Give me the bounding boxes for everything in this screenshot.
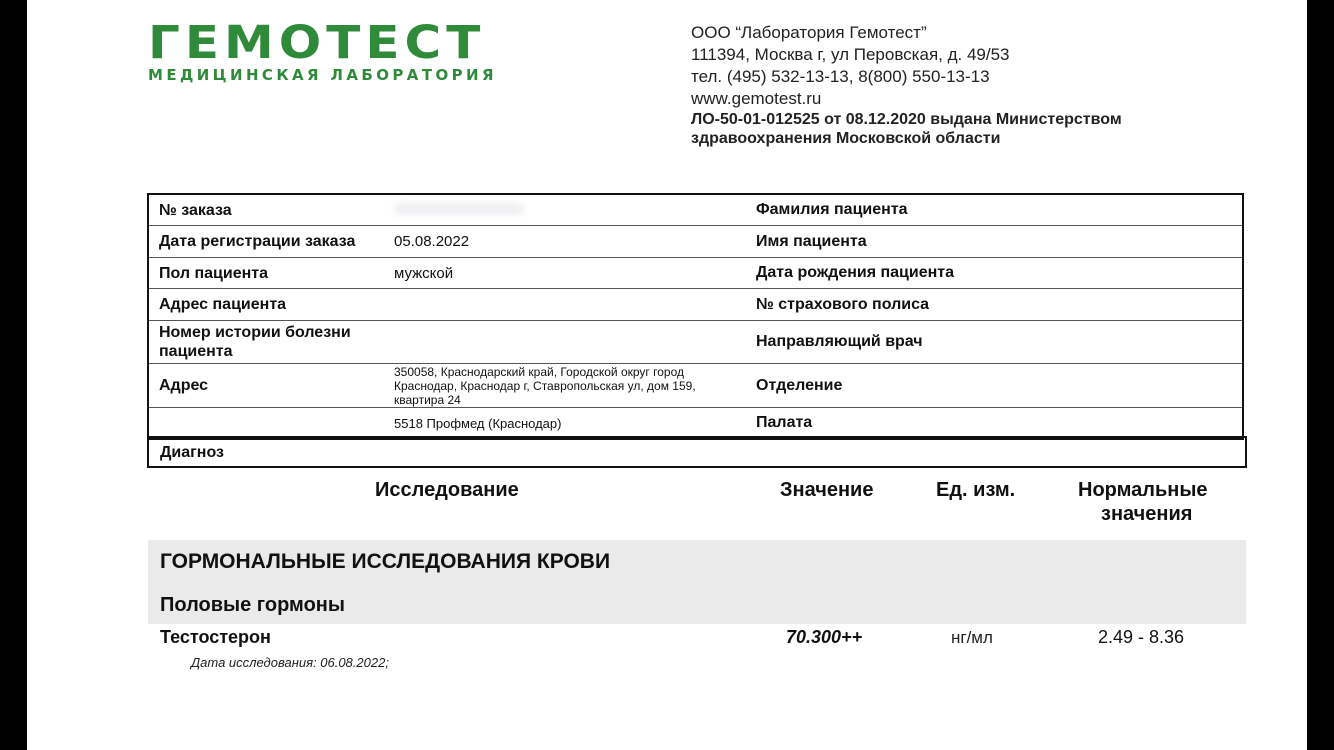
reg-date-value: 05.08.2022	[394, 233, 470, 250]
test-range: 2.49 - 8.36	[1098, 627, 1185, 647]
company-site[interactable]: www.gemotest.ru	[691, 89, 822, 108]
clinic-value: 5518 Профмед (Краснодар)	[394, 415, 562, 431]
diagnosis-row: Диагноз	[147, 436, 1247, 468]
section-title: ГОРМОНАЛЬНЫЕ ИССЛЕДОВАНИЯ КРОВИ	[160, 550, 611, 573]
address-value: 350058, Краснодарский край, Городской округ город Краснодар, Краснодар г, Ставропольская ул, дом 159, квартира 24	[394, 364, 696, 407]
col-study-header: Исследование	[375, 479, 519, 501]
order-no-value	[392, 202, 744, 219]
test-date: Дата исследования: 06.08.2022;	[191, 655, 389, 670]
table-row	[149, 320, 1242, 363]
address-label: Адрес	[159, 377, 209, 394]
ward-label: Палата	[756, 414, 813, 431]
sex-value: мужской	[394, 264, 454, 282]
table-row	[149, 288, 1242, 320]
test-value: 70.300++	[786, 627, 863, 647]
table-row	[149, 225, 1242, 257]
col-unit-header: Ед. изм.	[936, 479, 1016, 501]
test-unit: нг/мл	[951, 628, 993, 647]
section-subtitle: Половые гормоны	[160, 594, 345, 616]
patient-address-label: Адрес пациента	[159, 296, 287, 313]
doctor-label: Направляющий врач	[756, 333, 923, 350]
test-name: Тестостерон	[160, 627, 271, 647]
table-row	[149, 363, 1242, 407]
company-name: ООО “Лаборатория Гемотест”	[691, 23, 927, 42]
table-row	[149, 407, 1242, 438]
col-normal-header-1: Нормальные	[1078, 479, 1208, 501]
patient-name-label: Имя пациента	[756, 232, 867, 250]
company-info	[691, 22, 1122, 148]
logo-subtitle: МЕДИЦИНСКАЯ ЛАБОРАТОРИЯ	[148, 66, 497, 84]
license-line-1: ЛО-50-01-012525 от 08.12.2020 выдана Министерством	[691, 111, 1122, 128]
insurance-label: № страхового полиса	[756, 295, 930, 313]
section-block	[148, 540, 1246, 624]
gemotest-logo	[148, 16, 497, 84]
order-no-label: № заказа	[159, 201, 232, 219]
patient-info-table	[147, 193, 1244, 440]
patient-surname-label: Фамилия пациента	[756, 201, 908, 218]
reg-date-label: Дата регистрации заказа	[159, 233, 356, 250]
logo-title: ГЕМОТЕСТ	[148, 16, 486, 69]
col-normal-header-2: значения	[1101, 503, 1193, 525]
company-address: 111394, Москва г, ул Перовская, д. 49/53	[691, 45, 1010, 64]
company-phone: тел. (495) 532-13-13, 8(800) 550-13-13	[691, 67, 990, 86]
table-row	[149, 257, 1242, 288]
col-value-header: Значение	[780, 479, 874, 501]
table-row	[149, 195, 1242, 225]
redacted-value	[394, 203, 524, 215]
department-label: Отделение	[756, 376, 843, 394]
history-label: Номер истории болезни пациента	[159, 324, 351, 360]
sex-label: Пол пациента	[159, 264, 269, 282]
license-line-2: здравоохранения Московской области	[691, 130, 1001, 147]
birth-date-label: Дата рождения пациента	[756, 264, 955, 281]
